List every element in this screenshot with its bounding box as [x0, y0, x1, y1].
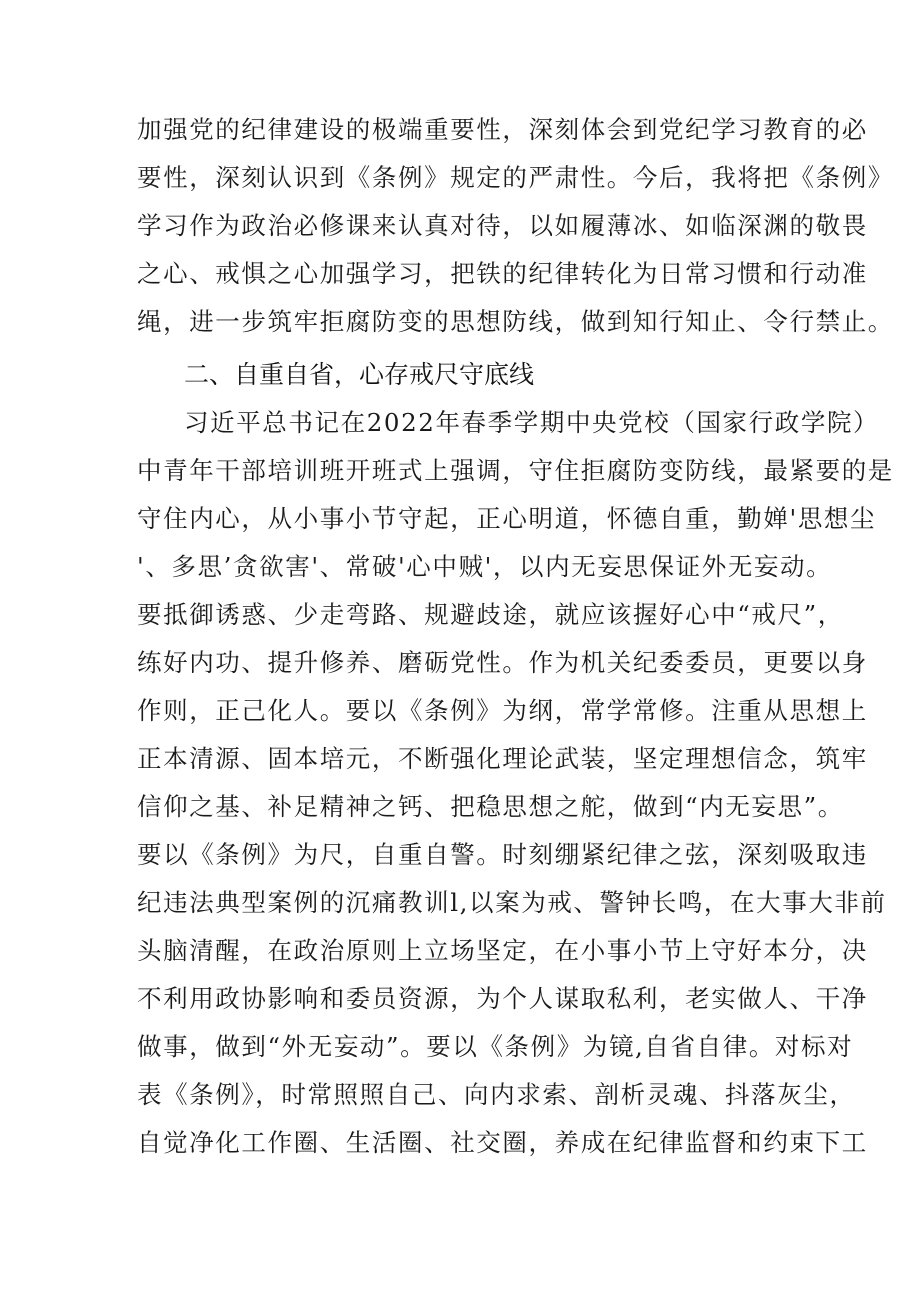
paragraph-line: 做事，做到“外无妄动”。要以《条例》为镜,自省自律。对标对 [137, 1032, 854, 1061]
paragraph-line: '、多思’贪欲害'、常破'心中贼'，以内无妄思保证外无妄动。 [137, 552, 833, 581]
paragraph-line: 练好内功、提升修养、磨砺党性。作为机关纪委委员，更要以身 [137, 648, 868, 677]
paragraph-line: 加强党的纪律建设的极端重要性，深刻体会到党纪学习教育的必 [137, 115, 868, 144]
paragraph-line: 要抵御诱惑、少走弯路、规避歧途，就应该握好心中“戒尺”， [137, 600, 844, 629]
paragraph-line: 头脑清醒，在政治原则上立场坚定，在小事小节上守好本分，决 [137, 936, 868, 965]
paragraph-line: 习近平总书记在2022年春季学期中央党校（国家行政学院） [184, 408, 880, 437]
paragraph-line: 不利用政协影响和委员资源，为个人谋取私利，老实做人、干净 [137, 984, 868, 1013]
paragraph-line: 纪违法典型案例的沉痛教训l,以案为戒、警钟长鸣，在大事大非前 [137, 888, 887, 917]
section-heading: 二、自重自省，心存戒尺守底线 [184, 360, 535, 389]
paragraph-line: 要性，深刻认识到《条例》规定的严肃性。今后，我将把《条例》 [137, 163, 894, 192]
paragraph-line: 信仰之基、补足精神之钙、把稳思想之舵，做到“内无妄思”。 [137, 792, 844, 821]
paragraph-line: 学习作为政治必修课来认真对待，以如履薄冰、如临深渊的敬畏 [137, 211, 868, 240]
paragraph-line: 作则，正己化人。要以《条例》为纲，常学常修。注重从思想上 [137, 696, 868, 725]
paragraph-line: 自觉净化工作圈、生活圈、社交圈，养成在纪律监督和约束下工 [137, 1128, 868, 1157]
paragraph-line: 中青年干部培训班开班式上强调，守住拒腐防变防线，最紧要的是 [137, 456, 894, 485]
paragraph-line: 表《条例》，时常照照自己、向内求索、剖析灵魂、抖落灰尘， [137, 1080, 856, 1109]
paragraph-line: 要以《条例》为尺，自重自警。时刻绷紧纪律之弦，深刻吸取违 [137, 840, 868, 869]
paragraph-line: 之心、戒惧之心加强学习，把铁的纪律转化为日常习惯和行动准 [137, 259, 868, 288]
paragraph-line: 绳，进一步筑牢拒腐防变的思想防线，做到知行知止、令行禁止。 [137, 307, 894, 336]
paragraph-line: 守住内心，从小事小节守起，正心明道，怀德自重，勤婵'思想尘 [137, 504, 877, 533]
paragraph-line: 正本清源、固本培元，不断强化理论武装，坚定理想信念，筑牢 [137, 744, 868, 773]
